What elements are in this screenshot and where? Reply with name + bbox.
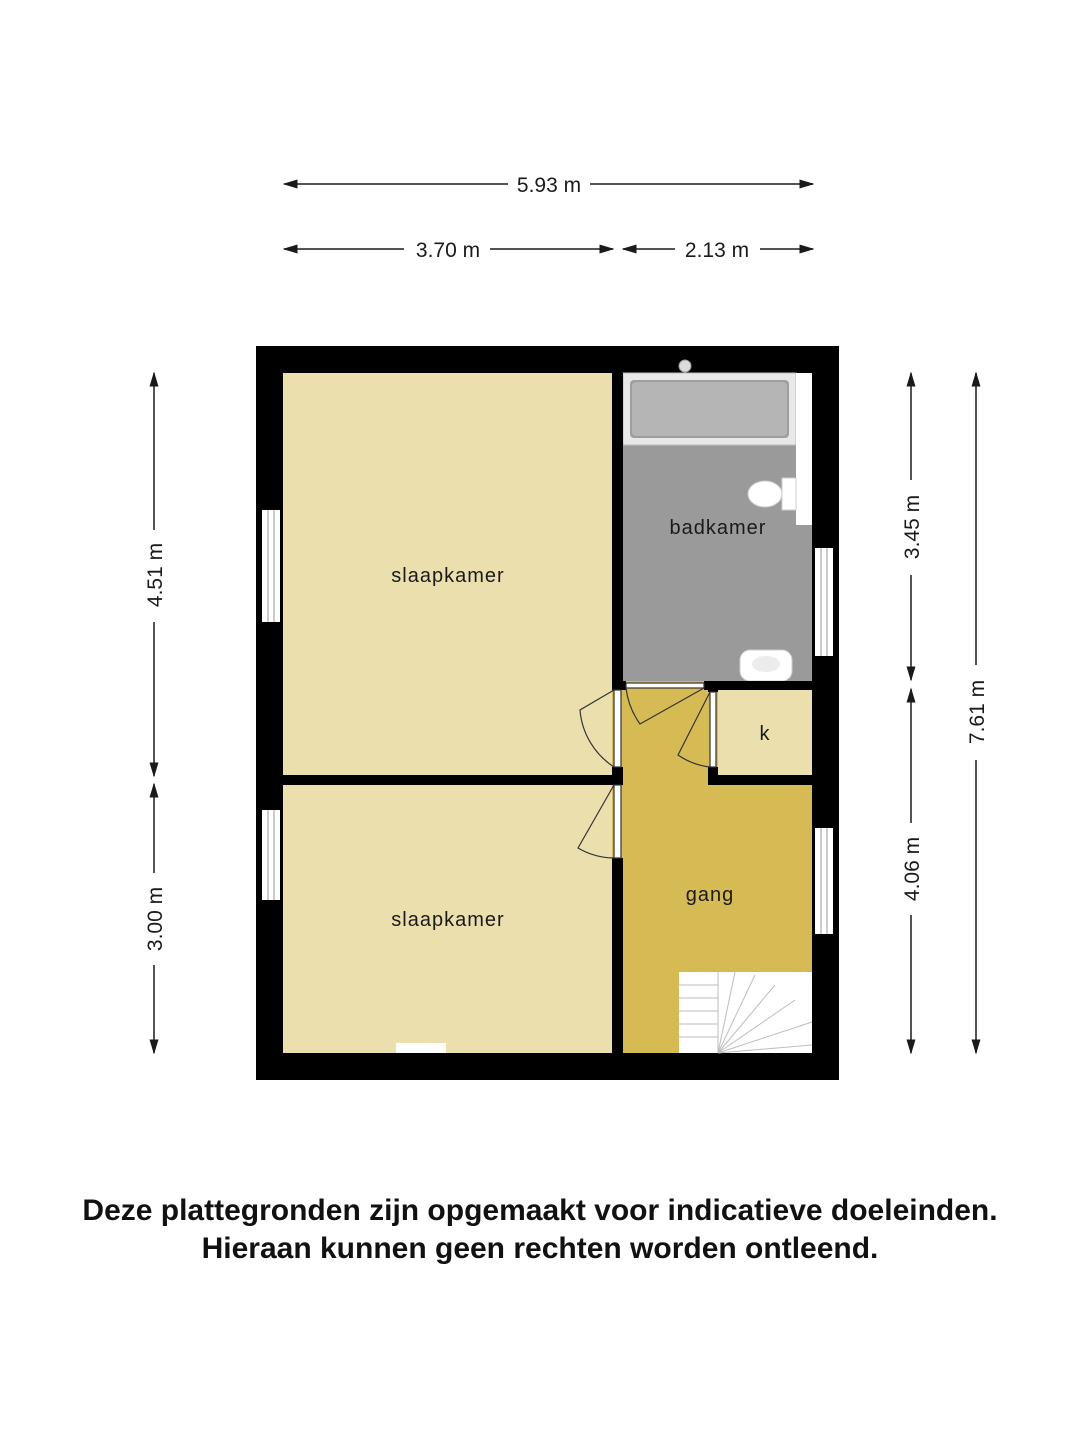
- dimension-label: 2.13 m: [684, 239, 750, 262]
- dimension-right-lower-height: [901, 689, 924, 1053]
- interior-wall-closet-bottom: [708, 775, 812, 785]
- toilet-icon: [748, 478, 796, 510]
- room-label-bedroom-bottom: slaapkamer: [391, 909, 505, 931]
- dimension-total-width: [284, 174, 813, 197]
- dimension-left-width: [284, 239, 613, 262]
- dimension-label: 7.61 m: [966, 679, 989, 745]
- bathroom-wall-panel: [796, 373, 812, 525]
- radiator-icon: [396, 1043, 446, 1053]
- dimension-label: 4.51 m: [144, 542, 167, 608]
- room-label-bedroom-top: slaapkamer: [391, 565, 505, 587]
- disclaimer-line-2: Hieraan kunnen geen rechten worden ontleend.: [201, 1232, 879, 1265]
- dimension-right-upper-height: [901, 373, 924, 680]
- window-left-upper: [262, 510, 280, 622]
- dimension-right-width: [623, 239, 813, 262]
- room-label-hallway: gang: [685, 884, 735, 906]
- dimension-total-height: [966, 373, 989, 1053]
- dimension-label: 5.93 m: [516, 174, 582, 197]
- interior-wall-bedrooms: [283, 775, 618, 785]
- shower-head-icon: [679, 360, 691, 372]
- dimension-label: 3.45 m: [901, 494, 924, 560]
- staircase-icon: [679, 972, 812, 1053]
- bathtub-icon: [623, 373, 796, 445]
- dimension-left-lower-height: [144, 784, 167, 1053]
- disclaimer-line-1: Deze plattegronden zijn opgemaakt voor indicatieve doeleinden.: [82, 1194, 998, 1227]
- window-right-upper: [815, 548, 833, 656]
- window-right-lower: [815, 828, 833, 934]
- dimension-label: 3.00 m: [144, 886, 167, 952]
- dimension-left-upper-height: [144, 373, 167, 776]
- sink-icon: [740, 650, 792, 681]
- window-left-lower: [262, 810, 280, 900]
- room-label-bathroom: badkamer: [669, 517, 767, 539]
- dimension-label: 3.70 m: [415, 239, 481, 262]
- dimension-label: 4.06 m: [901, 836, 924, 902]
- room-label-closet: k: [759, 723, 771, 745]
